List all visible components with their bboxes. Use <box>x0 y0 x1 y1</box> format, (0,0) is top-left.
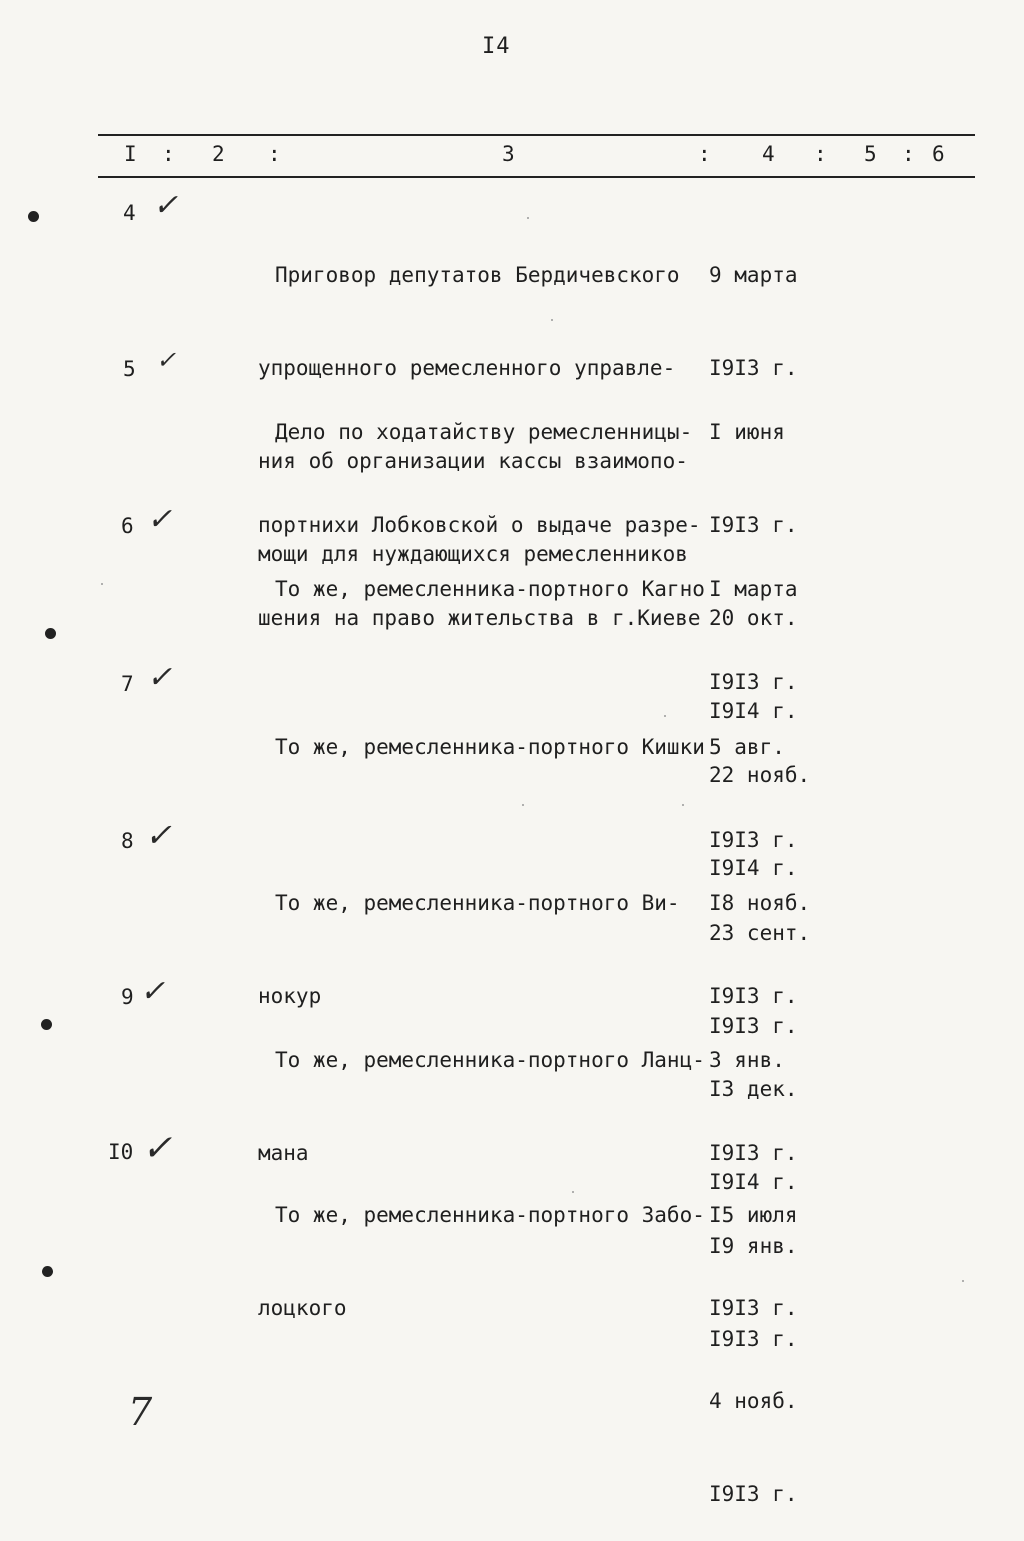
date-line: 23 сент. <box>709 921 811 945</box>
description-line: Дело по ходатайству ремесленницы- <box>275 420 693 444</box>
entry-number: 4 <box>123 201 136 225</box>
column-header-4: 4 <box>762 142 775 166</box>
description-line: Приговор депутатов Бердичевского <box>275 263 680 287</box>
table-top-rule <box>98 134 975 136</box>
column-header-1: I <box>124 142 137 166</box>
entry-number: 6 <box>121 514 134 538</box>
check-mark-icon: ✓ <box>153 188 179 223</box>
description-line: мана <box>258 1141 309 1165</box>
entry-number: 9 <box>121 985 134 1009</box>
date-line: I9I3 г. <box>709 1141 798 1165</box>
column-header-5: 5 <box>864 142 877 166</box>
page-number: I4 <box>482 34 511 59</box>
scan-speck <box>962 1280 964 1282</box>
entry-description <box>258 512 718 636</box>
entry-description <box>258 1138 718 1355</box>
date-line: I9I4 г. <box>709 856 798 880</box>
date-line: 20 окт. <box>709 606 798 630</box>
entry-dates <box>709 1138 798 1541</box>
date-line: I марта <box>709 577 798 601</box>
column-separator: : <box>902 142 915 166</box>
column-header-6: 6 <box>932 142 945 166</box>
entry-number: 8 <box>121 829 134 853</box>
date-line: I9I3 г. <box>709 356 798 380</box>
date-line: 4 нояб. <box>709 1389 798 1413</box>
date-line: I9I3 г. <box>709 1014 798 1038</box>
description-line: лоцкого <box>258 1296 347 1320</box>
date-line: I9 янв. <box>709 1234 798 1258</box>
description-line: То же, ремесленника-портного Ви- <box>275 891 680 915</box>
date-line: 22 нояб. <box>709 763 811 787</box>
date-line: I9I4 г. <box>709 1170 798 1194</box>
scan-speck <box>527 217 529 219</box>
entry-number: I0 <box>108 1140 134 1164</box>
description-line: портнихи Лобковской о выдаче разре- <box>258 513 701 537</box>
description-line: ния об организации кассы взаимопо- <box>258 449 688 473</box>
description-line: То же, ремесленника-портного Кишки <box>275 735 705 759</box>
description-line: То же, ремесленника-портного Кагно <box>275 577 705 601</box>
scan-speck <box>664 715 666 717</box>
scan-speck <box>551 319 553 321</box>
entry-number: 5 <box>123 357 136 381</box>
date-line: I9I3 г. <box>709 1327 798 1351</box>
date-line: I9I3 г. <box>709 513 798 537</box>
description-line: нокур <box>258 984 322 1008</box>
date-line: I9I3 г. <box>709 1296 798 1320</box>
date-line: I9I4 г. <box>709 699 798 723</box>
check-mark-icon: ✓ <box>140 974 166 1009</box>
table-header-rule <box>98 176 975 178</box>
check-mark-icon: ✓ <box>147 502 173 537</box>
date-line: I5 июля <box>709 1203 798 1227</box>
date-line: I июня <box>709 420 785 444</box>
description-line: мощи для нуждающихся ремесленников <box>258 542 688 566</box>
date-line: I8 нояб. <box>709 891 811 915</box>
date-line: I3 дек. <box>709 1077 798 1101</box>
date-line: I9I3 г. <box>709 828 798 852</box>
date-line: I9I3 г. <box>709 670 798 694</box>
column-separator: : <box>162 142 175 166</box>
scan-speck <box>682 804 684 806</box>
scan-speck <box>572 1191 574 1193</box>
check-mark-icon: ✓ <box>156 346 177 374</box>
scan-speck <box>101 583 103 585</box>
date-line: I9I3 г. <box>709 1482 798 1506</box>
column-separator: : <box>698 142 711 166</box>
entry-description <box>258 670 718 794</box>
description-line: То же, ремесленника-портного Забо- <box>275 1203 705 1227</box>
check-mark-icon: ✓ <box>147 660 173 695</box>
description-line: упрощенного ремесленного управле- <box>258 356 676 380</box>
handwritten-mark: 7 <box>128 1390 153 1434</box>
punch-hole-mark <box>42 1266 53 1277</box>
column-header-3: 3 <box>502 142 515 166</box>
date-line: 5 авг. <box>709 735 785 759</box>
column-header-2: 2 <box>212 142 225 166</box>
description-line: шения на право жительства в г.Киеве <box>258 606 701 630</box>
column-separator: : <box>814 142 827 166</box>
date-line: 3 янв. <box>709 1048 785 1072</box>
date-line: I9I3 г. <box>709 984 798 1008</box>
check-mark-icon: ✓ <box>142 1128 173 1169</box>
date-line: 9 марта <box>709 263 798 287</box>
punch-hole-mark <box>41 1019 52 1030</box>
column-separator: : <box>268 142 281 166</box>
check-mark-icon: ✓ <box>145 816 172 854</box>
punch-hole-mark <box>28 211 39 222</box>
punch-hole-mark <box>45 628 56 639</box>
description-line: То же, ремесленника-портного Ланц- <box>275 1048 705 1072</box>
scan-speck <box>522 804 524 806</box>
entry-number: 7 <box>121 672 134 696</box>
